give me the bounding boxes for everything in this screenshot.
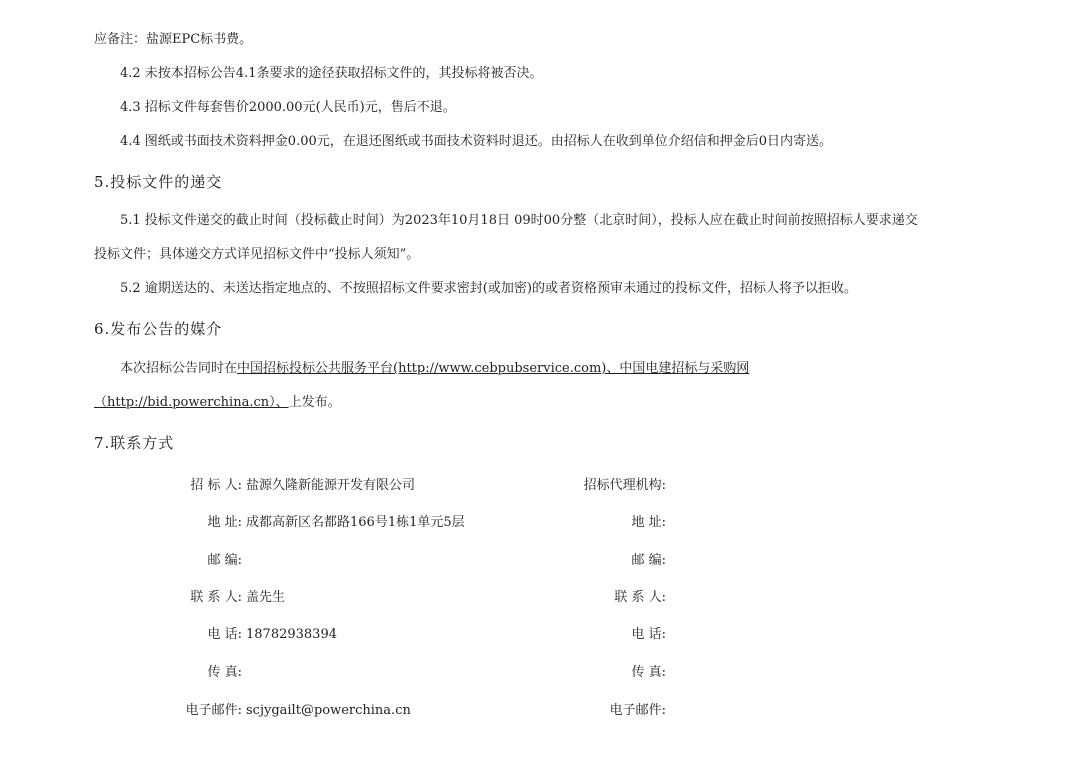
contact-right-label-fax: 传 真: [631,665,666,680]
clause-4-3: 4.3 招标文件每套售价2000.00元(人民币)元，售后不退。 [120,100,456,115]
clause-4-4: 4.4 图纸或书面技术资料押金0.00元，在退还图纸或书面技术资料时退还。由招标人在收到单位介绍信和押金后0日内寄送。 [120,134,833,149]
section-5-heading: 5.投标文件的递交 [94,173,223,191]
contact-right-label-email: 电子邮件: [609,703,666,718]
contact-left-label-postcode: 邮 编: [207,553,242,568]
contact-left-label-address: 地 址: [207,515,242,530]
contact-left-value-tenderer: 盐源久隆新能源开发有限公司 [246,478,416,493]
media-line2 [94,395,341,411]
media-line1 [120,361,749,377]
clause-5-2: 5.2 逾期送达的、未送达指定地点的、不按照招标文件要求密封(或加密)的或者资格预审未通过的投标文件，招标人将予以拒收。 [120,281,857,296]
contact-left-label-phone: 电 话: [207,627,242,642]
contact-right-label-postcode: 邮 编: [631,553,666,568]
media-suffix: 上发布。 [288,395,341,410]
clause-4-2: 4.2 未按本招标公告4.1条要求的途径获取招标文件的，其投标将被否决。 [120,66,543,81]
contact-left-label-fax: 传 真: [207,665,242,680]
contact-left-label-email: 电子邮件: [185,703,242,718]
contact-right-label-agency: 招标代理机构: [583,478,666,493]
section-7-heading: 7.联系方式 [94,434,175,452]
contact-left-value-email[interactable]: scjygailt@powerchina.cn [246,703,411,718]
contact-right-label-phone: 电 话: [631,627,666,642]
contact-left-value-contact: 盖先生 [246,590,286,605]
contact-left-value-address: 成都高新区名都路166号1栋1单元5层 [246,515,465,530]
clause-5-1-line2: 投标文件；具体递交方式详见招标文件中“投标人须知”。 [94,247,420,262]
contact-left-value-phone: 18782938394 [246,627,337,642]
contact-left-label-tenderer: 招 标 人: [190,478,242,493]
media-link-powerchina[interactable]: （http://bid.powerchina.cn）、 [94,395,289,410]
contact-left-label-contact: 联 系 人: [190,590,242,605]
section-6-heading: 6.发布公告的媒介 [94,320,223,338]
media-link-platforms[interactable]: 中国招标投标公共服务平台(http://www.cebpubservice.com)、中国电建招标与采购网 [237,361,750,376]
media-prefix: 本次招标公告同时在 [120,361,238,376]
contact-right-label-contact: 联 系 人: [614,590,666,605]
contact-right-label-address: 地 址: [631,515,666,530]
clause-5-1-line1: 5.1 投标文件递交的截止时间（投标截止时间）为2023年10月18日 09时00分整（北京时间），投标人应在截止时间前按照招标人要求递交 [120,213,918,228]
fee-note: 应备注：盐源EPC标书费。 [94,32,253,47]
